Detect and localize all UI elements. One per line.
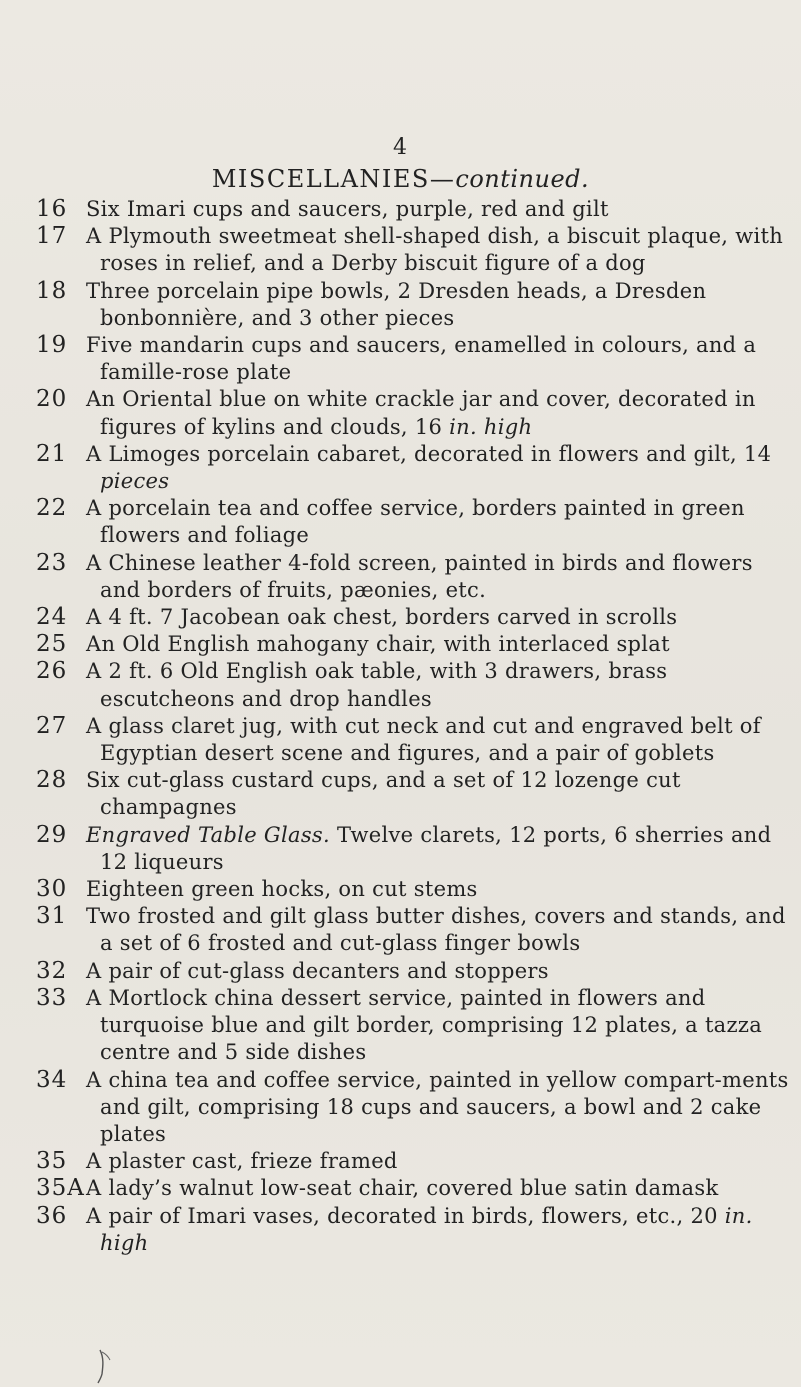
lot-entry <box>36 876 798 903</box>
lot-description <box>86 332 798 386</box>
lot-entry <box>36 278 798 332</box>
lot-text: Eighteen green hocks, on cut stems <box>86 877 478 902</box>
lot-number: 16 <box>36 196 68 222</box>
lot-lead-italic: Engraved Table Glass. <box>86 822 330 847</box>
lot-description <box>86 278 798 332</box>
lot-description <box>86 1203 798 1257</box>
lot-number: 24 <box>36 604 68 631</box>
lot-text: An Oriental blue on white crackle jar and cover, decorated in figures of kylins and clouds, 16 <box>86 387 756 439</box>
lot-entry <box>36 1148 798 1175</box>
section-title: MISCELLANIES— <box>211 165 456 193</box>
lot-text: A porcelain tea and coffee service, borders painted in green flowers and foliage <box>86 496 745 548</box>
lot-entry <box>36 441 798 495</box>
lot-description <box>86 985 798 1067</box>
lot-entry <box>36 196 798 223</box>
lot-entry <box>36 903 798 957</box>
lot-text: Six Imari cups and saucers, purple, red and gilt <box>86 197 609 221</box>
lot-entry <box>36 658 798 712</box>
lot-text: A Chinese leather 4-fold screen, painted in birds and flowers and borders of fruits, pæonies, etc. <box>86 550 753 602</box>
lot-text: A 4 ft. 7 Jacobean oak chest, borders carved in scrolls <box>86 605 678 630</box>
lot-description <box>86 386 798 440</box>
lot-number: 36 <box>36 1202 68 1229</box>
lot-entry <box>36 332 798 386</box>
lot-number: 23 <box>36 549 68 576</box>
lot-entry <box>36 713 798 767</box>
section-heading <box>0 165 801 193</box>
lot-number: 21 <box>36 440 68 467</box>
lot-text: Three porcelain pipe bowls, 2 Dresden heads, a Dresden bonbonnière, and 3 other pieces <box>86 278 707 330</box>
lot-description <box>86 604 798 631</box>
lot-description <box>86 631 798 658</box>
lot-text: Five mandarin cups and saucers, enamelled in colours, and a famille-rose plate <box>86 333 757 385</box>
lot-entry <box>36 1203 798 1257</box>
lot-italic-text: in. high <box>100 1203 753 1255</box>
section-continued: continued. <box>455 165 590 193</box>
lot-text: A 2 ft. 6 Old English oak table, with 3 drawers, brass escutcheons and drop handles <box>86 659 668 711</box>
lot-text: A Limoges porcelain cabaret, decorated in flowers and gilt, 14 <box>86 441 772 466</box>
lot-entry <box>36 985 798 1067</box>
lot-number: 33 <box>36 984 68 1011</box>
lot-description <box>86 767 798 821</box>
lot-entry <box>36 822 798 876</box>
lot-number: 25 <box>36 631 68 658</box>
lot-text: Twelve clarets, 12 ports, 6 sherries and 12 liqueurs <box>100 822 772 874</box>
pencil-mark <box>96 1348 112 1384</box>
lot-description <box>86 1148 798 1175</box>
lot-entry <box>36 604 798 631</box>
lot-description <box>86 441 798 495</box>
lot-description <box>86 713 798 767</box>
lot-number: 19 <box>36 332 68 359</box>
lot-entry <box>36 495 798 549</box>
lot-description <box>86 1175 798 1202</box>
lot-italic-text: in. high <box>449 414 533 439</box>
lot-text: A china tea and coffee service, painted in yellow compart-ments and gilt, comprising 18 cups and saucers, a bowl and 2 cake plates <box>86 1067 789 1146</box>
lot-text: A plaster cast, frieze framed <box>86 1149 398 1174</box>
page-number: 4 <box>393 135 408 160</box>
lot-number: 18 <box>36 277 68 304</box>
lot-text: A lady’s walnut low-seat chair, covered blue satin damask <box>86 1176 719 1201</box>
lot-description <box>86 876 798 903</box>
lot-number: 28 <box>36 767 68 794</box>
lot-entry <box>36 550 798 604</box>
lot-entry <box>36 1067 798 1149</box>
lot-text: A glass claret jug, with cut neck and cut and engraved belt of Egyptian desert scene and figures, and a pair of goblets <box>86 713 761 766</box>
lot-number: 20 <box>36 386 68 413</box>
lot-number: 30 <box>36 876 68 903</box>
lot-text: A pair of cut-glass decanters and stoppers <box>86 958 549 983</box>
lot-italic-text: pieces <box>100 469 170 494</box>
lot-list <box>36 196 798 1257</box>
lot-entry <box>36 958 798 985</box>
lot-description <box>86 958 798 985</box>
lot-description <box>86 658 798 712</box>
lot-text: An Old English mahogany chair, with interlaced splat <box>86 632 670 657</box>
lot-description <box>86 903 798 957</box>
lot-description <box>86 223 798 277</box>
lot-number: 34 <box>36 1066 68 1093</box>
lot-number: 35 <box>36 1148 68 1175</box>
lot-description <box>86 196 798 223</box>
lot-entry <box>36 223 798 277</box>
lot-text: A Mortlock china dessert service, painted in flowers and turquoise blue and gilt border, comprising 12 plates, a tazza centre and 5 side dishes <box>86 985 763 1065</box>
lot-number: 29 <box>36 821 68 848</box>
lot-number: 17 <box>36 223 68 250</box>
lot-entry <box>36 631 798 658</box>
lot-number: 35A <box>36 1175 85 1202</box>
lot-entry <box>36 767 798 821</box>
lot-number: 22 <box>36 495 68 522</box>
lot-text: A Plymouth sweetmeat shell-shaped dish, a biscuit plaque, with roses in relief, and a Derby biscuit figure of a dog <box>86 224 784 276</box>
lot-text: Six cut-glass custard cups, and a set of 12 lozenge cut champagnes <box>86 768 681 820</box>
lot-number: 32 <box>36 957 68 984</box>
lot-description <box>86 550 798 604</box>
lot-text: A pair of Imari vases, decorated in birds, flowers, etc., 20 <box>86 1203 725 1228</box>
lot-entry <box>36 386 798 440</box>
lot-description <box>86 1067 798 1149</box>
lot-description <box>86 822 798 876</box>
lot-number: 31 <box>36 903 68 930</box>
lot-description <box>86 495 798 549</box>
lot-entry <box>36 1175 798 1202</box>
lot-number: 27 <box>36 712 68 739</box>
lot-text: Two frosted and gilt glass butter dishes, covers and stands, and a set of 6 frosted and cut-glass finger bowls <box>86 904 786 956</box>
lot-number: 26 <box>36 658 68 685</box>
